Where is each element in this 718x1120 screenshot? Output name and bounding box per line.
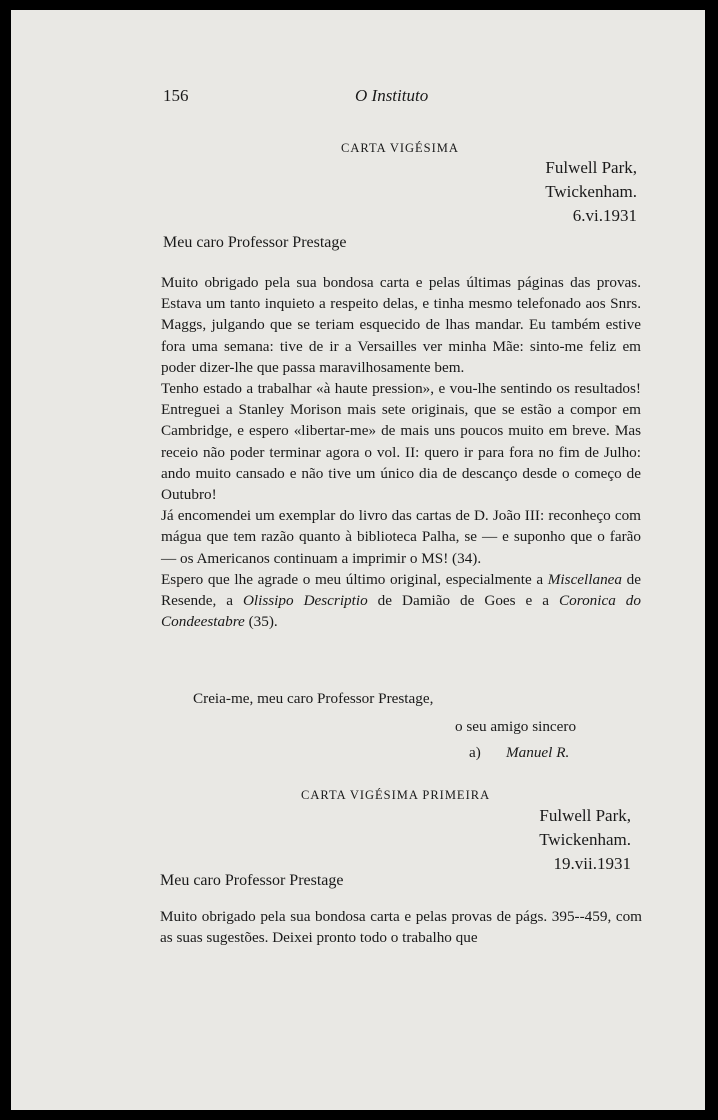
letter2-salutation: Meu caro Professor Prestage bbox=[160, 872, 344, 889]
letter2-address-line2: Twickenham. bbox=[539, 830, 631, 849]
letter1-salutation: Meu caro Professor Prestage bbox=[163, 234, 347, 251]
letter2-heading: CARTA VIGÉSIMA PRIMEIRA bbox=[301, 788, 491, 802]
letter1-date: 6.vi.1931 bbox=[572, 206, 637, 225]
running-title: O Instituto bbox=[355, 86, 429, 105]
letter2-date: 19.vii.1931 bbox=[553, 854, 631, 873]
title-coronica: Coronica do Condeestabre bbox=[161, 592, 641, 631]
letter1-signature-prefix: a) bbox=[469, 744, 481, 761]
letter2-paragraph: Muito obrigado pela sua bondosa carta e pelas provas de págs. 395--459, com as suas sugestões. Deixei pronto todo o trabalho que bbox=[160, 908, 642, 947]
letter1-address-line2: Twickenham. bbox=[545, 182, 637, 201]
letter2-address-line1: Fulwell Park, bbox=[539, 806, 631, 825]
letter1-paragraph-3: Já encomendei um exemplar do livro das cartas de D. João III: reconheço com mágua que tem razão quanto à biblioteca Palha, se — e suponho que o farão — os Americanos continuam a imprimir o MS! (34). bbox=[161, 507, 641, 567]
title-miscellanea: Miscellanea bbox=[547, 570, 623, 588]
letter1-heading: CARTA VIGÉSIMA bbox=[341, 141, 459, 155]
letter1-paragraph-4: Espero que lhe agrade o meu último original, especialmente a Miscellanea de Resende, a Olissipo Descriptio de Damião de Goes e a Coronica do Condeestabre (35). bbox=[161, 570, 641, 631]
letter1-signature: Manuel R. bbox=[506, 744, 570, 761]
letter2-body bbox=[160, 906, 642, 948]
document-page bbox=[11, 10, 705, 1110]
letter1-closing: Creia-me, meu caro Professor Prestage, bbox=[193, 690, 434, 707]
title-olissipo: Olissipo Descriptio bbox=[242, 592, 368, 610]
letter1-paragraph-1: Muito obrigado pela sua bondosa carta e pelas últimas páginas das provas. Estava um tanto inquieto a respeito delas, e tinha mesmo telefonado aos Snrs. Maggs, julgando que se teriam esquecido de lhas mandar. Eu também estive fora uma semana: tive de ir a Versailles ver minha Mãe: sinto-me feliz em poder dizer-lhe que passa maravilhosamente bem. bbox=[161, 274, 641, 376]
letter1-body bbox=[161, 272, 641, 632]
letter1-address-line1: Fulwell Park, bbox=[545, 158, 637, 177]
letter1-valediction: o seu amigo sincero bbox=[455, 718, 577, 735]
page-number: 156 bbox=[163, 86, 189, 105]
letter1-paragraph-2: Tenho estado a trabalhar «à haute pression», e vou-lhe sentindo os resultados! Entreguei a Stanley Morison mais sete originais, que se estão a compor em Cambridge, e espero «libertar-me» de mais uns poucos muito em breve. Mas receio não poder terminar agora o vol. II: quero ir para fora no fim de Julho: ando muito cansado e não tive um único dia de descanço desde o começo de Outubro! bbox=[161, 380, 641, 504]
